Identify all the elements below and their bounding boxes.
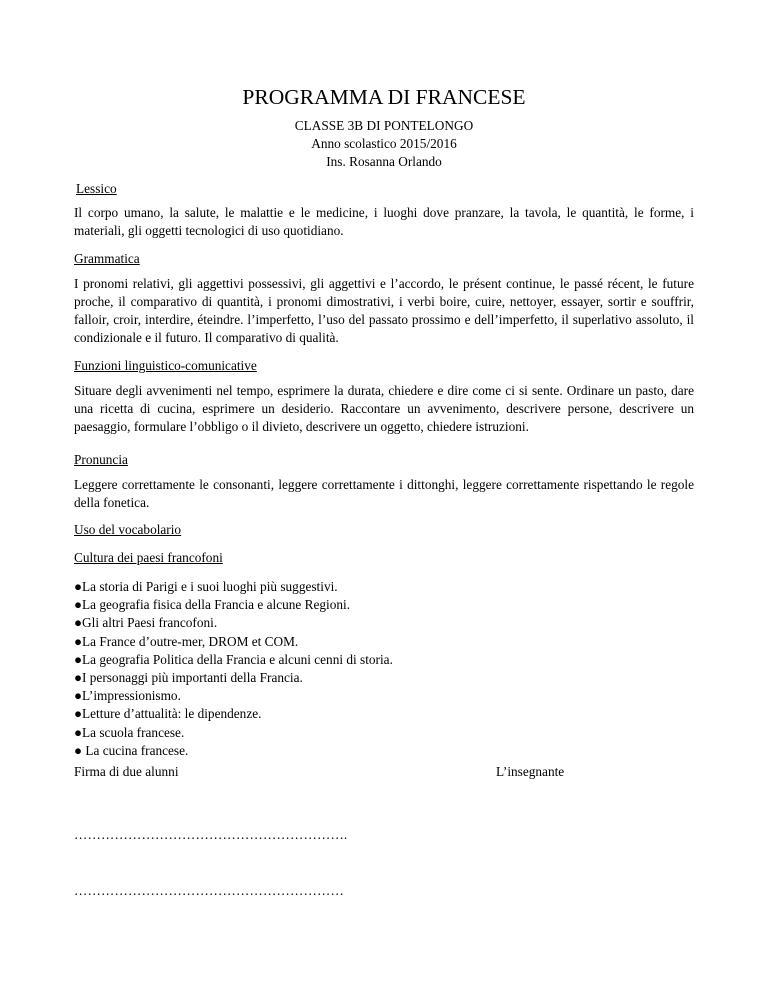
list-item: ●L’impressionismo. bbox=[74, 688, 181, 704]
heading-vocabolario: Uso del vocabolario bbox=[74, 522, 182, 537]
heading-cultura: Cultura dei paesi francofoni bbox=[74, 550, 223, 565]
list-item: ●La geografia Politica della Francia e alcuni cenni di storia. bbox=[74, 651, 393, 667]
signature-line-2: …………………………………………………… bbox=[74, 883, 344, 898]
paragraph-pronuncia: Leggere correttamente le consonanti, leggere correttamente i dittonghi, leggere correttamente rispettando le regole della fonetica. bbox=[74, 477, 694, 510]
list-item: ●Gli altri Paesi francofoni. bbox=[74, 615, 218, 631]
heading-grammatica: Grammatica bbox=[74, 251, 140, 266]
teacher-signature-label: L’insegnante bbox=[496, 764, 565, 779]
list-item: ●I personaggi più importanti della Francia. bbox=[74, 670, 303, 686]
list-item: ● La cucina francese. bbox=[74, 742, 189, 758]
heading-pronuncia: Pronuncia bbox=[74, 452, 128, 467]
list-item: ●La geografia fisica della Francia e alcune Regioni. bbox=[74, 597, 351, 613]
list-item: ●La scuola francese. bbox=[74, 724, 185, 740]
heading-lessico: Lessico bbox=[76, 181, 117, 196]
cultura-list bbox=[74, 578, 393, 760]
page-title: PROGRAMMA DI FRANCESE bbox=[242, 85, 526, 109]
signature-line-1: ……………………………………………………. bbox=[74, 827, 348, 842]
paragraph-grammatica: I pronomi relativi, gli aggettivi possessivi, gli aggettivi e l’accordo, le présent continue, le passé récent, le future proche, il comparativo di quantità, i pronomi dimostrativi, i verbi boire, cuire, nettoyer, essayer, sortir e souffrir, falloir, croir, interdire, éteindre. l’imperfetto, l’uso del passato prossimo e dell’imperfetto, il superlativo assoluto, il condizionale e il futuro. Il comparativo di qualità. bbox=[74, 276, 694, 345]
list-item: ●La France d’outre-mer, DROM et COM. bbox=[74, 633, 299, 649]
students-signature-label: Firma di due alunni bbox=[74, 764, 179, 779]
paragraph-funzioni: Situare degli avvenimenti nel tempo, esprimere la durata, chiedere e dire come ci si sente. Ordinare un pasto, dare una ricetta di cucina, esprimere un desiderio. Raccontare un avvenimento, descrivere persone, descrivere un paesaggio, formulare l’obbligo o il divieto, descrivere un oggetto, chiedere istruzioni. bbox=[74, 383, 694, 434]
school-year-line: Anno scolastico 2015/2016 bbox=[311, 136, 457, 151]
teacher-line: Ins. Rosanna Orlando bbox=[326, 154, 442, 169]
class-line: CLASSE 3B DI PONTELONGO bbox=[294, 118, 474, 133]
list-item: ●Letture d’attualità: le dipendenze. bbox=[74, 706, 262, 722]
heading-funzioni: Funzioni linguistico-comunicative bbox=[74, 358, 257, 373]
paragraph-lessico: Il corpo umano, la salute, le malattie e le medicine, i luoghi dove pranzare, la tavola, le quantità, le forme, i materiali, gli oggetti tecnologici di uso quotidiano. bbox=[74, 205, 694, 238]
list-item: ●La storia di Parigi e i suoi luoghi più suggestivi. bbox=[74, 579, 338, 594]
